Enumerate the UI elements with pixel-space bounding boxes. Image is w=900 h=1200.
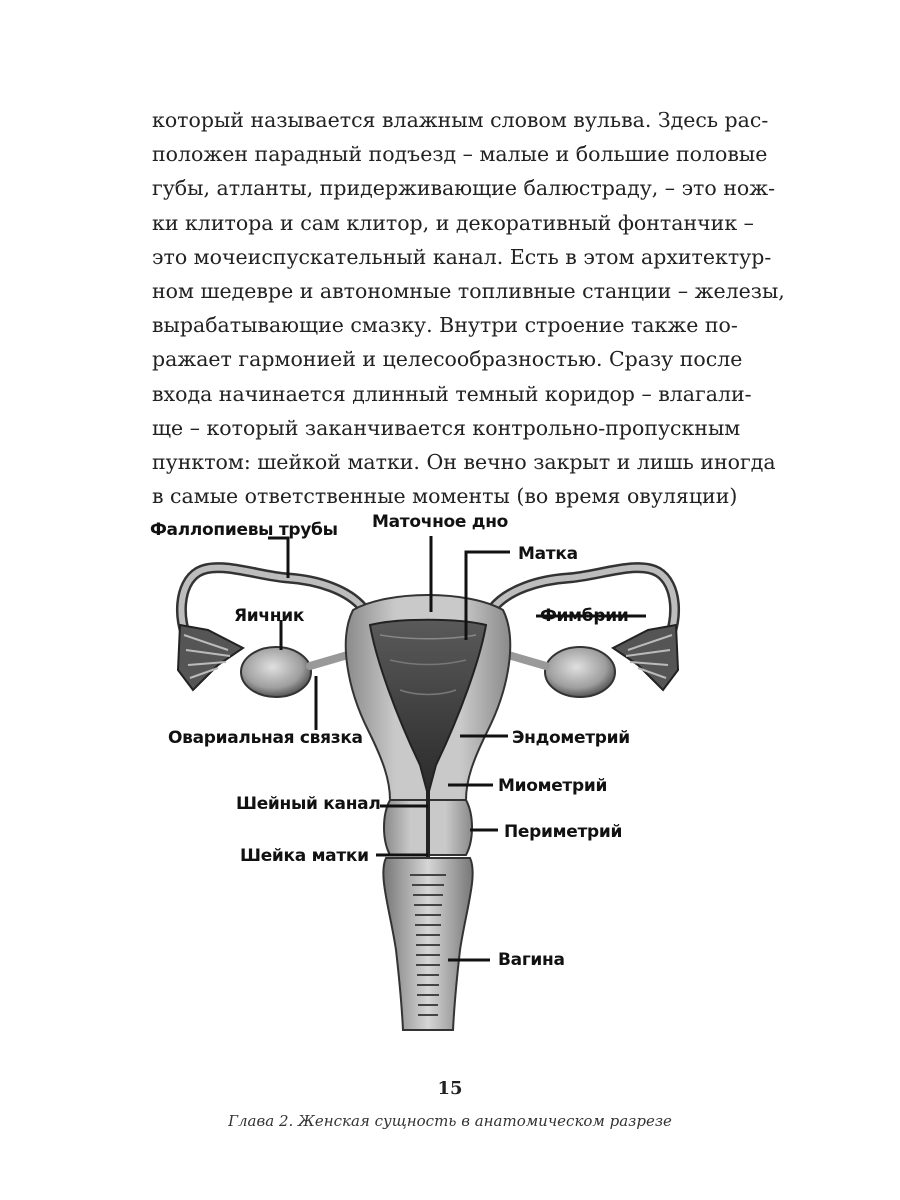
fimbriae-right (613, 625, 678, 690)
label-fimbriae: Фимбрии (540, 606, 629, 626)
label-perimetrium: Периметрий (504, 822, 623, 842)
text-line: ном шедевре и автономные топливные станции – железы, (152, 278, 785, 303)
page-number: 15 (437, 1078, 463, 1099)
uterus-illustration (148, 490, 708, 1040)
label-cervix: Шейка матки (240, 846, 369, 866)
body-text (152, 103, 785, 513)
text-line: входа начинается длинный темный коридор – влагали- (152, 381, 752, 406)
ovary-left (241, 647, 311, 697)
ovary-right (545, 647, 615, 697)
text-line: ще – который заканчивается контрольно-пропускным (152, 415, 741, 440)
text-line: который называется влажным словом вульва. Здесь рас- (152, 108, 769, 132)
label-endometrium: Эндометрий (512, 728, 630, 748)
text-line: пунктом: шейкой матки. Он вечно закрыт и лишь иногда (152, 449, 776, 474)
label-ovarian-ligament: Овариальная связка (168, 728, 363, 748)
text-line: это мочеиспускательный канал. Есть в этом архитектур- (152, 244, 772, 269)
text-line: положен парадный подъезд – малые и большие половые (152, 142, 768, 167)
text-line: ражает гармонией и целесообразностью. Сразу после (152, 347, 743, 372)
text-line: губы, атланты, придерживающие балюстраду, – это нож- (152, 176, 776, 201)
label-myometrium: Миометрий (498, 776, 608, 796)
uterus-diagram (148, 490, 708, 1040)
running-footer: Глава 2. Женская сущность в анатомическом разрезе (228, 1112, 672, 1130)
fimbriae-left (178, 625, 243, 690)
label-uterus: Матка (518, 544, 578, 564)
fallopian-tube-left (181, 568, 363, 640)
fallopian-tube-right (493, 568, 675, 640)
text-line: в самые ответственные моменты (во время овуляции) (152, 484, 738, 509)
label-ovary: Яичник (234, 606, 305, 626)
text-line: ки клитора и сам клитор, и декоративный фонтанчик – (152, 210, 754, 235)
label-fallopian-tubes: Фаллопиевы трубы (150, 520, 338, 540)
text-line: вырабатывающие смазку. Внутри строение также по- (152, 313, 738, 338)
label-uterine-fundus: Маточное дно (372, 512, 509, 532)
label-vagina: Вагина (498, 950, 565, 970)
label-cervical-canal: Шейный канал (236, 794, 381, 814)
